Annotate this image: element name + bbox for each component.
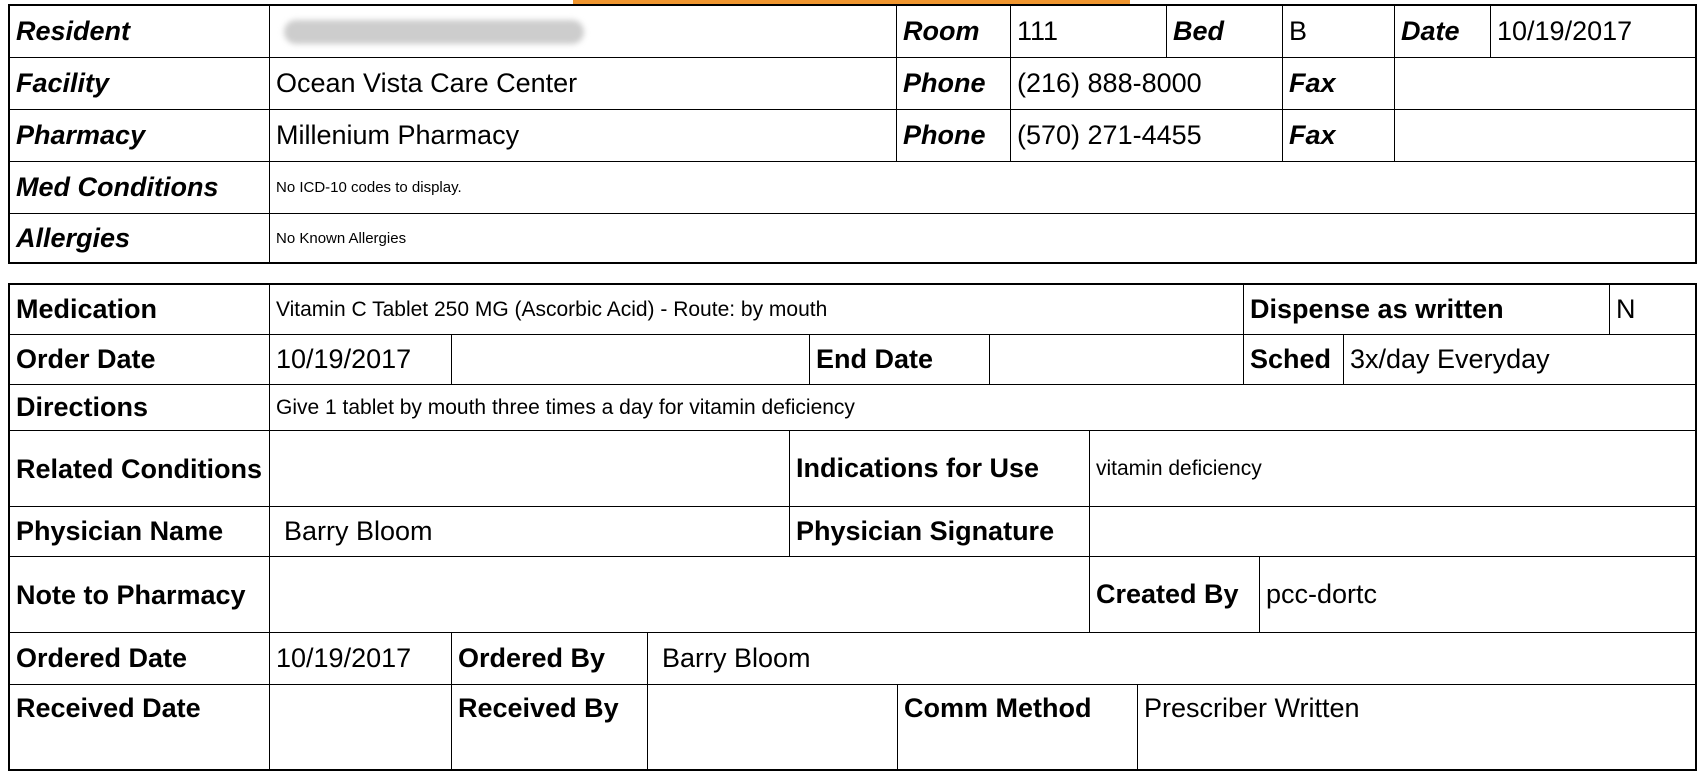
directions-label: Directions bbox=[10, 385, 270, 431]
physician-name-label: Physician Name bbox=[10, 507, 270, 557]
pharmacy-fax-label: Fax bbox=[1283, 110, 1395, 162]
pharmacy-phone-value: (570) 271-4455 bbox=[1011, 110, 1283, 162]
dispense-as-written-label: Dispense as written bbox=[1244, 285, 1610, 335]
pharmacy-value: Millenium Pharmacy bbox=[270, 110, 897, 162]
facility-phone-label: Phone bbox=[897, 58, 1011, 110]
comm-method-value: Prescriber Written bbox=[1144, 693, 1360, 723]
note-to-pharmacy-label: Note to Pharmacy bbox=[10, 557, 270, 633]
facility-label: Facility bbox=[10, 58, 270, 110]
pharmacy-fax-value bbox=[1395, 110, 1695, 162]
received-by-label: Received By bbox=[452, 685, 648, 769]
pharmacy-label: Pharmacy bbox=[10, 110, 270, 162]
allergies-value: No Known Allergies bbox=[276, 229, 407, 247]
facility-phone-value: (216) 888-8000 bbox=[1011, 58, 1283, 110]
medication-label: Medication bbox=[10, 285, 270, 335]
physician-signature-label: Physician Signature bbox=[790, 507, 1090, 557]
pharmacy-phone-label: Phone bbox=[897, 110, 1011, 162]
facility-fax-value bbox=[1395, 58, 1695, 110]
indications-label: Indications for Use bbox=[790, 431, 1090, 507]
medication-order-table bbox=[8, 283, 1697, 771]
bed-value: B bbox=[1283, 6, 1395, 58]
med-conditions-value: No ICD-10 codes to display. bbox=[270, 162, 1695, 214]
received-date-value bbox=[270, 685, 452, 769]
med-conditions-label: Med Conditions bbox=[10, 162, 270, 214]
ordered-date-label: Ordered Date bbox=[10, 633, 270, 685]
bed-label: Bed bbox=[1167, 6, 1283, 58]
date-label: Date bbox=[1395, 6, 1491, 58]
received-by-value bbox=[648, 685, 898, 769]
created-by-label: Created By bbox=[1090, 557, 1260, 633]
physician-name-value: Barry Bloom bbox=[270, 507, 790, 557]
resident-info-table bbox=[8, 4, 1697, 264]
facility-value: Ocean Vista Care Center bbox=[270, 58, 897, 110]
room-value: 111 bbox=[1011, 6, 1167, 58]
room-label: Room bbox=[897, 6, 1011, 58]
resident-name-redacted bbox=[270, 6, 897, 58]
medication-value: Vitamin C Tablet 250 MG (Ascorbic Acid) - Route: by mouth bbox=[270, 285, 1244, 335]
sched-label: Sched bbox=[1244, 335, 1344, 385]
directions-value: Give 1 tablet by mouth three times a day for vitamin deficiency bbox=[270, 385, 1695, 431]
ordered-by-label: Ordered By bbox=[452, 633, 648, 685]
physician-signature-value bbox=[1090, 507, 1695, 557]
sched-value: 3x/day Everyday bbox=[1344, 335, 1695, 385]
note-to-pharmacy-value bbox=[270, 557, 1090, 633]
related-conditions-value bbox=[270, 431, 790, 507]
ordered-date-value: 10/19/2017 bbox=[270, 633, 452, 685]
facility-fax-label: Fax bbox=[1283, 58, 1395, 110]
ordered-by-value: Barry Bloom bbox=[648, 633, 1695, 685]
allergies-label: Allergies bbox=[10, 214, 270, 262]
order-date-label: Order Date bbox=[10, 335, 270, 385]
order-date-blank bbox=[452, 335, 810, 385]
dispense-as-written-value: N bbox=[1610, 285, 1695, 335]
related-conditions-label: Related Conditions bbox=[10, 431, 270, 507]
comm-method-label: Comm Method bbox=[898, 685, 1138, 769]
end-date-label: End Date bbox=[810, 335, 990, 385]
received-date-label: Received Date bbox=[10, 685, 270, 769]
resident-label: Resident bbox=[10, 6, 270, 58]
date-value: 10/19/2017 bbox=[1491, 6, 1695, 58]
created-by-value: pcc-dortc bbox=[1260, 557, 1695, 633]
redacted-name-blur bbox=[284, 20, 584, 44]
end-date-value bbox=[990, 335, 1244, 385]
order-date-value: 10/19/2017 bbox=[270, 335, 452, 385]
indications-value: vitamin deficiency bbox=[1090, 431, 1695, 507]
